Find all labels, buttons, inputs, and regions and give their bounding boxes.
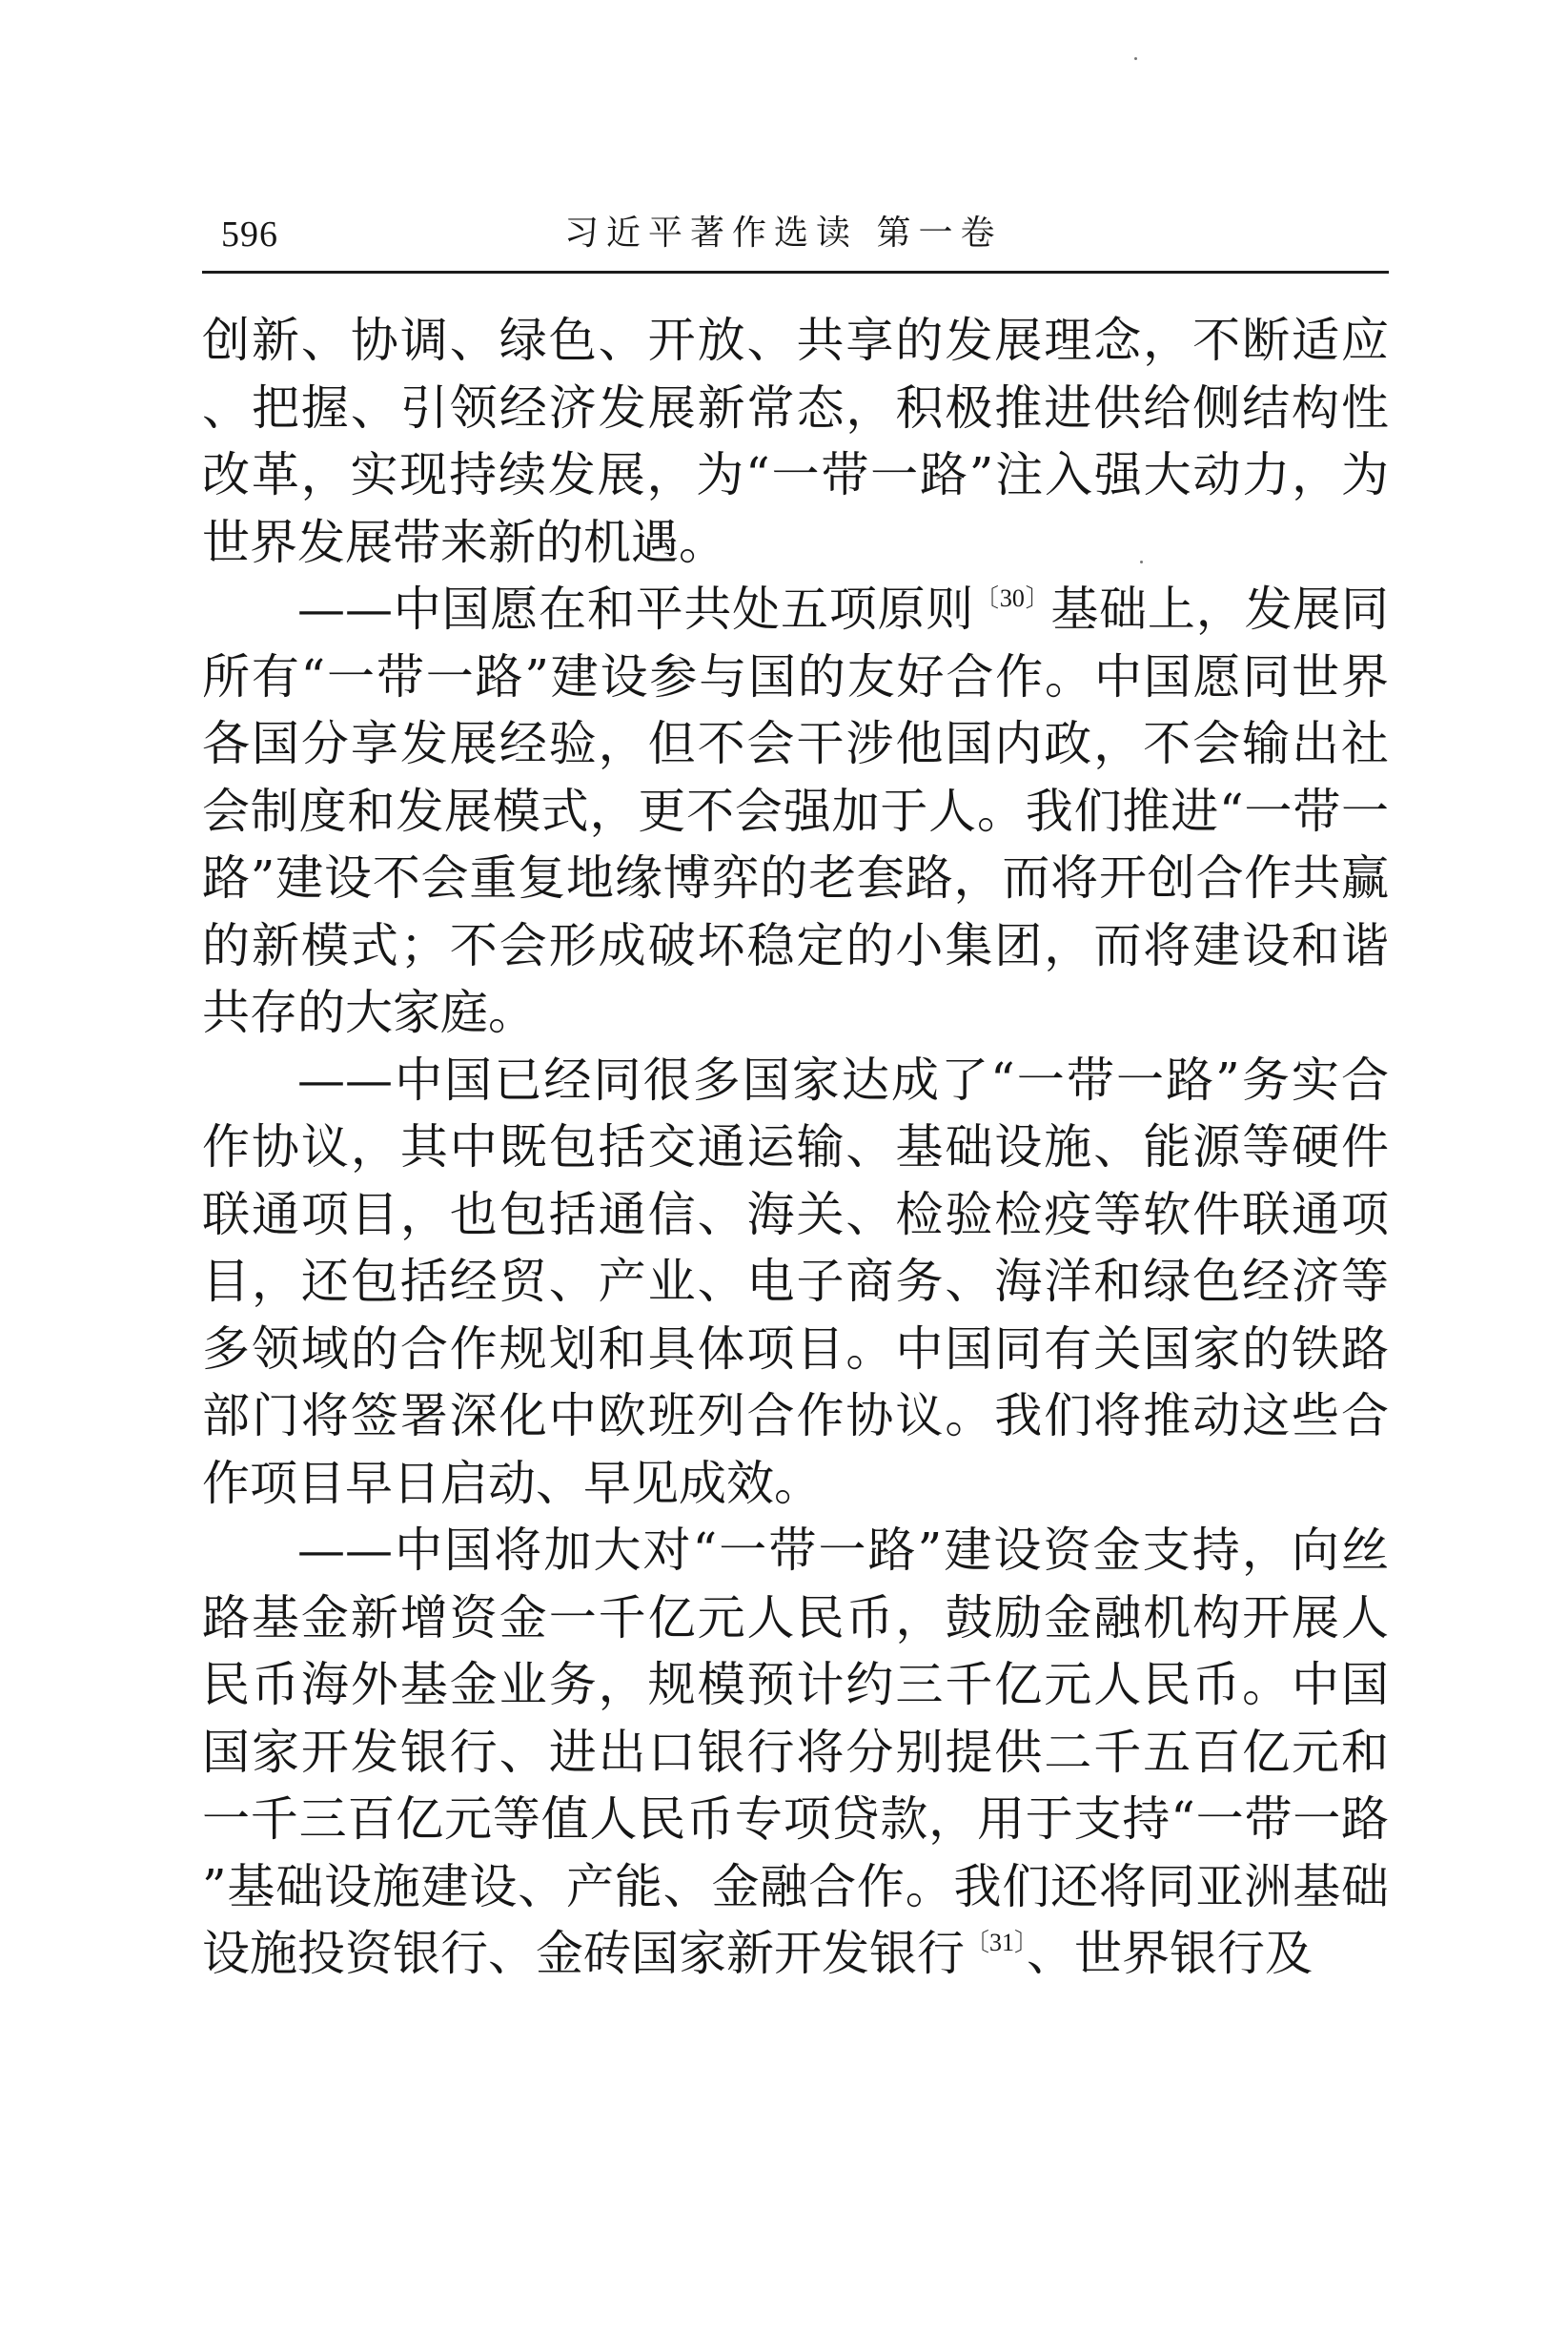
paragraph [202, 1047, 1389, 1518]
header-rule [202, 271, 1389, 274]
paragraph-text: ——中国将加大对“一带一路”建设资金支持，向丝路基金新增资金一千亿元人民币，鼓励金融机构开展人民币海外基金业务，规模预计约三千亿元人民币。中国国家开发银行、进出口银行将分别提供二千五百亿元和一千三百亿元等值人民币专项贷款，用于支持“一带一路”基础设施建设、产能、金融合作。我们还将同亚洲基础设施投资银行、金砖国家新开发银行 [202, 1523, 1389, 1981]
page-number: 596 [221, 215, 278, 255]
running-head [202, 208, 1389, 265]
paragraph-text: ——中国愿在和平共处五项原则 [297, 582, 975, 637]
paragraph-text: ——中国已经同很多国家达成了“一带一路”务实合作协议，其中既包括交通运输、基础设施、能源等硬件联通项目，也包括通信、海关、检验检疫等软件联通项目，还包括经贸、产业、电子商务、海洋和绿色经济等多领域的合作规划和具体项目。中国同有关国家的铁路部门将签署深化中欧班列合作协议。我们将推动这些合作项目早日启动、早见成效。 [202, 1052, 1389, 1511]
running-head-title: 习近平著作选读 第一卷 [564, 214, 1003, 253]
footnote-reference[interactable]: 〔31〕 [965, 1929, 1028, 1956]
paragraph [202, 576, 1389, 1047]
paragraph-text: 创新、协调、绿色、开放、共享的发展理念，不断适应、把握、引领经济发展新常态，积极推进供给侧结构性改革，实现持续发展，为“一带一路”注入强大动力，为世界发展带来新的机遇。 [202, 313, 1389, 570]
body-text [202, 307, 1389, 1988]
paragraph-text: 、世界银行及 [1027, 1926, 1313, 1981]
scan-speck [1140, 561, 1143, 563]
paragraph-text: 基础上，发展同所有“一带一路”建设参与国的友好合作。中国愿同世界各国分享发展经验，但不会干涉他国内政，不会输出社会制度和发展模式，更不会强加于人。我们推进“一带一路”建设不会重复地缘博弈的老套路，而将开创合作共赢的新模式；不会形成破坏稳定的小集团，而将建设和谐共存的大家庭。 [202, 582, 1390, 1040]
footnote-reference[interactable]: 〔30〕 [974, 584, 1051, 612]
scan-speck [1134, 57, 1137, 60]
paragraph [202, 1517, 1389, 1988]
paragraph [202, 307, 1389, 576]
